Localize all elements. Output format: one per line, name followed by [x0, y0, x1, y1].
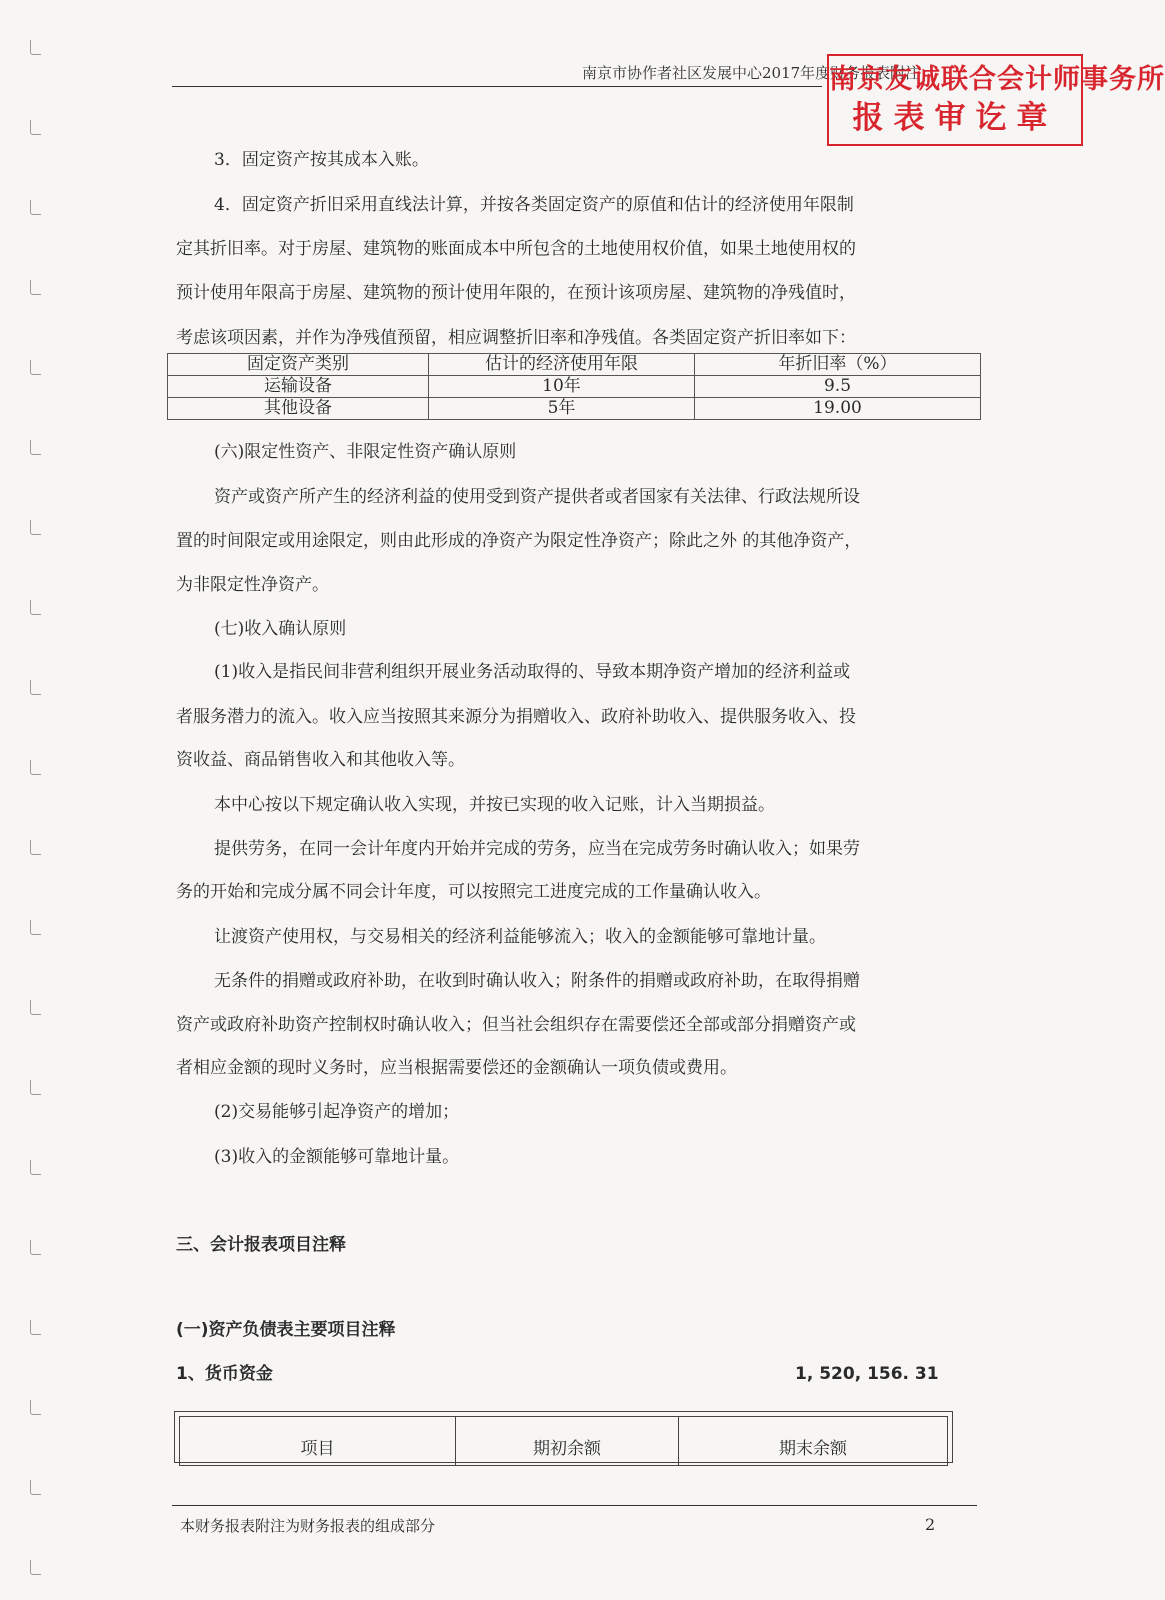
- stamp-caption: 报表审讫章: [852, 100, 1058, 136]
- section6-line3: 为非限定性净资产。: [176, 575, 329, 595]
- para-depreciation-line2: 定其折旧率。对于房屋、建筑物的账面成本中所包含的土地使用权价值，如果土地使用权的: [176, 239, 856, 259]
- table-cell: 其他设备: [168, 398, 429, 420]
- table-cell: 运输设备: [168, 376, 429, 398]
- binding-tick: [30, 360, 41, 375]
- table-header-row: [168, 354, 981, 376]
- cash-table: [179, 1416, 948, 1466]
- section7-d1: 让渡资产使用权，与交易相关的经济利益能够流入；收入的金额能够可靠地计量。: [214, 927, 826, 947]
- table-header-cell: 期初余额: [456, 1417, 679, 1466]
- running-header: 南京市协作者社区发展中心2017年度财务报表附注: [582, 64, 921, 82]
- section7-b1: 本中心按以下规定确认收入实现，并按已实现的收入记账，计入当期损益。: [214, 795, 775, 815]
- binding-tick: [30, 680, 41, 695]
- para-depreciation-line3: 预计使用年限高于房屋、建筑物的预计使用年限的，在预计该项房屋、建筑物的净残值时，: [176, 283, 856, 303]
- binding-tick: [30, 1320, 41, 1335]
- binding-tick: [30, 40, 41, 55]
- binding-tick: [30, 1560, 41, 1575]
- table-header-cell: 年折旧率（%）: [695, 354, 981, 376]
- binding-tick: [30, 760, 41, 775]
- binding-tick: [30, 440, 41, 455]
- binding-tick: [30, 1400, 41, 1415]
- section7-heading: (七)收入确认原则: [214, 619, 347, 639]
- table-cell: 10年: [429, 376, 695, 398]
- audit-stamp: [827, 54, 1165, 146]
- section6-line2: 置的时间限定或用途限定，则由此形成的净资产为限定性净资产；除此之外 的其他净资产，: [176, 531, 862, 551]
- binding-tick: [30, 600, 41, 615]
- binding-tick: [30, 1080, 41, 1095]
- section7-e3: 者相应金额的现时义务时，应当根据需要偿还的金额确认一项负债或费用。: [176, 1058, 737, 1078]
- binding-tick: [30, 1000, 41, 1015]
- binding-tick: [30, 920, 41, 935]
- cash-item-amount: 1, 520, 156. 31: [795, 1364, 939, 1384]
- table-row: [168, 376, 981, 398]
- binding-tick: [30, 840, 41, 855]
- para-depreciation-line1: 4．固定资产折旧采用直线法计算，并按各类固定资产的原值和估计的经济使用年限制: [214, 195, 854, 215]
- section3-heading: 三、会计报表项目注释: [176, 1235, 346, 1255]
- section7-a2: 者服务潜力的流入。收入应当按照其来源分为捐赠收入、政府补助收入、提供服务收入、投: [176, 707, 856, 727]
- table-header-cell: 项目: [180, 1417, 456, 1466]
- binding-tick: [30, 1480, 41, 1495]
- binding-tick: [30, 1240, 41, 1255]
- table-cell: 19.00: [695, 398, 981, 420]
- binding-tick: [30, 120, 41, 135]
- section7-e2: 资产或政府补助资产控制权时确认收入；但当社会组织存在需要偿还全部或部分捐赠资产或: [176, 1015, 856, 1035]
- binding-tick: [30, 280, 41, 295]
- depreciation-table: [167, 353, 981, 420]
- table-cell: 9.5: [695, 376, 981, 398]
- binding-tick: [30, 200, 41, 215]
- table-header-cell: 估计的经济使用年限: [429, 354, 695, 376]
- section6-heading: (六)限定性资产、非限定性资产确认原则: [214, 442, 517, 462]
- footer-rule: [172, 1505, 977, 1506]
- page-number: 2: [925, 1515, 936, 1534]
- section7-a1: (1)收入是指民间非营利组织开展业务活动取得的、导致本期净资产增加的经济利益或: [214, 662, 851, 682]
- cash-item-label: 1、货币资金: [176, 1364, 273, 1384]
- section7-e1: 无条件的捐赠或政府补助，在收到时确认收入；附条件的捐赠或政府补助，在取得捐赠: [214, 971, 860, 991]
- para-depreciation-line4: 考虑该项因素，并作为净残值预留，相应调整折旧率和净残值。各类固定资产折旧率如下：: [176, 328, 856, 348]
- section6-line1: 资产或资产所产生的经济利益的使用受到资产提供者或者国家有关法律、行政法规所设: [214, 487, 860, 507]
- section7-a3: 资收益、商品销售收入和其他收入等。: [176, 750, 465, 770]
- section3-subheading: (一)资产负债表主要项目注释: [176, 1320, 396, 1340]
- table-header-cell: 固定资产类别: [168, 354, 429, 376]
- para-fixed-asset-cost: 3．固定资产按其成本入账。: [214, 150, 429, 170]
- section7-c1: 提供劳务，在同一会计年度内开始并完成的劳务，应当在完成劳务时确认收入；如果劳: [214, 839, 860, 859]
- table-cell: 5年: [429, 398, 695, 420]
- section7-c2: 务的开始和完成分属不同会计年度，可以按照完工进度完成的工作量确认收入。: [176, 882, 771, 902]
- binding-ticks: [30, 40, 42, 1580]
- binding-tick: [30, 1160, 41, 1175]
- table-header-row: [180, 1417, 948, 1466]
- section7-f1: (2)交易能够引起净资产的增加；: [214, 1102, 460, 1122]
- header-rule: [172, 86, 822, 87]
- table-header-cell: 期末余额: [679, 1417, 948, 1466]
- footer-note: 本财务报表附注为财务报表的组成部分: [180, 1517, 436, 1535]
- table-row: [168, 398, 981, 420]
- stamp-firm-name: 南京友诚联合会计师事务所: [829, 64, 1165, 95]
- section7-g1: (3)收入的金额能够可靠地计量。: [214, 1147, 460, 1167]
- binding-tick: [30, 520, 41, 535]
